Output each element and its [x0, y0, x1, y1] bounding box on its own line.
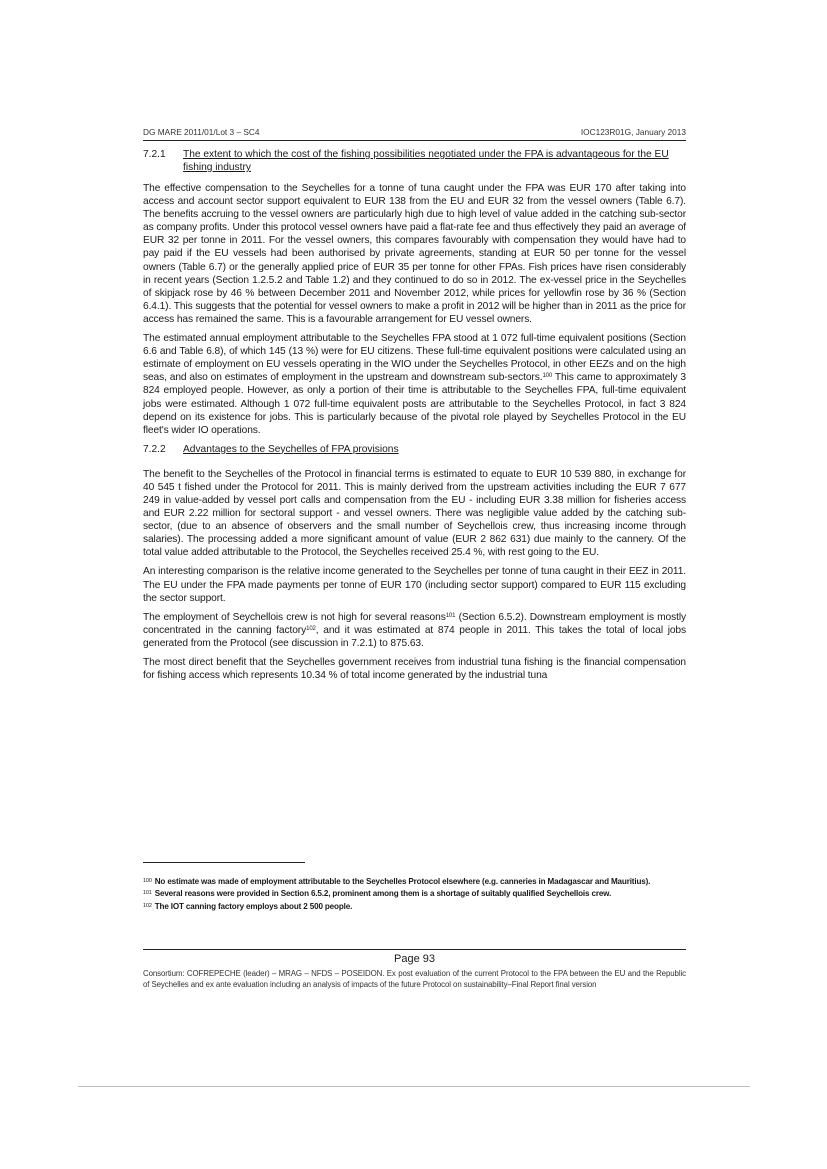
section-number: 7.2.1	[143, 149, 166, 160]
section-title: Advantages to the Seychelles of FPA provisions	[183, 443, 399, 455]
page-bottom-divider	[78, 1086, 750, 1087]
footnote-ref[interactable]: 102	[306, 625, 316, 632]
page-footer	[143, 949, 686, 990]
footnote	[143, 901, 686, 912]
paragraph	[143, 332, 686, 437]
paragraph: The benefit to the Seychelles of the Protocol in financial terms is estimated to equate to EUR 10 539 880, in exchange for 40 545 t fished under the Protocol for 2011. This is mainly derived from the upstream activities including the EUR 7 677 249 in value-added by vessel port calls and compensation from the EU - including EUR 3.38 million for fisheries access and EUR 2.22 million for sectoral support - and vessel owners. There was negligible value added by the catching sub-sector, (due to an absence of observers and the small number of Seychellois crew, thus increasing income through salaries). The processing added a more significant amount of value (EUR 2 862 631) due mainly to the cannery. Of the total value added attributable to the Protocol, the Seychelles received 25.4 %, with rest going to the EU.	[143, 468, 686, 559]
footnote-text: No estimate was made of employment attributable to the Seychelles Protocol elsewhere (e.g. canneries in Madagascar and Mauritius).	[154, 877, 651, 886]
section-heading-7-2-1	[143, 148, 686, 174]
footnote-mark: 101	[143, 890, 152, 897]
footnote-text: The IOT canning factory employs about 2 500 people.	[154, 901, 353, 911]
footnote-mark: 102	[143, 902, 152, 909]
footnote	[143, 888, 686, 899]
section-title: The extent to which the cost of the fishing possibilities negotiated under the FPA is advantageous for the EU fishing industry	[183, 149, 669, 173]
consortium-note: Consortium: COFREPECHE (leader) – MRAG – NFDS – POSEIDON. Ex post evaluation of the current Protocol to the FPA between the EU and the Republic of Seychelles and ex ante evaluation including an analysis of impacts of the future Protocol on sustainability–Final Report final version	[143, 969, 686, 989]
paragraph	[143, 611, 686, 650]
paragraph-text: , and it was estimated at 874 people in 2011. This takes the total of local jobs generated from the Protocol (see discussion in 7.2.1) to 875.63.	[143, 624, 686, 649]
paragraph: The effective compensation to the Seychelles for a tonne of tuna caught under the FPA was EUR 170 after taking into access and account sector support equivalent to EUR 138 from the EU and EUR 32 from the vessel owners (Table 6.7). The benefits accruing to the vessel owners are particularly high due to high level of value added in the catching sub-sector as company profits. Under this protocol vessel owners have paid a flat-rate fee and thus effectively they paid an average of EUR 32 per tonne in 2011. For the vessel owners, this compares favourably with compensation they would have had to pay paid if the EU vessels had been authorised by private agreements, standing at EUR 50 per tonne for the vessel owners (Table 6.7) or the generally applied price of EUR 35 per tonne for other FPAs. Fish prices have risen considerably in recent years (Section 1.2.5.2 and Table 1.2) and they continued to do so in 2012. The ex-vessel price in the Seychelles of skipjack rose by 46 % between December 2011 and November 2012, while prices for yellowfin rose by 36 % (Section 6.4.1). This suggests that the potential for vessel owners to make a profit in 2012 will be higher than in 2011 as the price for access has remained the same. This is a favourable arrangement for EU vessel owners.	[143, 183, 686, 325]
page-number: Page 93	[394, 953, 435, 965]
header-report-ref: IOC123R01G, January 2013	[580, 127, 686, 137]
paragraph: An interesting comparison is the relative income generated to the Seychelles per tonne of tuna caught in their EEZ in 2011. The EU under the FPA made payments per tonne of EUR 170 (including sector support) compared to EUR 115 excluding the sector support.	[143, 566, 686, 604]
paragraph-text: (Section 6.5.2). Downstream employment is mostly concentrated in the canning factory	[143, 611, 686, 636]
section-number: 7.2.2	[143, 443, 166, 455]
footnote-text: Several reasons were provided in Section 6.5.2, prominent among them is a shortage of suitably qualified Seychellois crew.	[154, 889, 612, 899]
footnote-separator	[143, 862, 305, 863]
footnote-ref[interactable]: 101	[445, 612, 456, 619]
footnote-mark: 100	[143, 878, 152, 884]
running-header	[143, 127, 686, 141]
footnote	[143, 876, 686, 887]
page-content	[143, 127, 686, 688]
footnotes	[143, 862, 686, 913]
paragraph-text: The estimated annual employment attributable to the Seychelles FPA stood at 1 072 full-time equivalent positions (Section 6.6 and Table 6.8), of which 145 (13 %) were for EU citizens. These full-time equivalent positions were calculated using an estimate of employment on EU vessels operating in the WIO under the Seychelles Protocol, in other EEZs and on the high seas, and also on estimates of employment in the upstream and downstream sub-sectors.	[143, 333, 686, 384]
footer-divider	[143, 949, 686, 950]
footnote-ref[interactable]: 100	[542, 373, 553, 380]
paragraph-text: This came to approximately 3 824 employed people. However, as only a portion of their time is attributable to the Seychelles FPA, full-time equivalent jobs were estimated. Although 1 072 full-time equivalent posts are attributable to the Seychelles Protocol, in fact 3 824 depend on its existence for jobs. This is particularly because of the pivotal role played by Seychelles Protocol in the EU fleet's wider IO operations.	[143, 372, 686, 436]
paragraph: The most direct benefit that the Seychelles government receives from industrial tuna fishing is the financial compensation for fishing access which represents 10.34 % of total income generated by the industrial tuna	[143, 657, 686, 682]
section-heading-7-2-2	[143, 443, 686, 456]
header-project-ref: DG MARE 2011/01/Lot 3 – SC4	[143, 127, 260, 137]
paragraph-text: The employment of Seychellois crew is not high for several reasons	[143, 611, 446, 623]
